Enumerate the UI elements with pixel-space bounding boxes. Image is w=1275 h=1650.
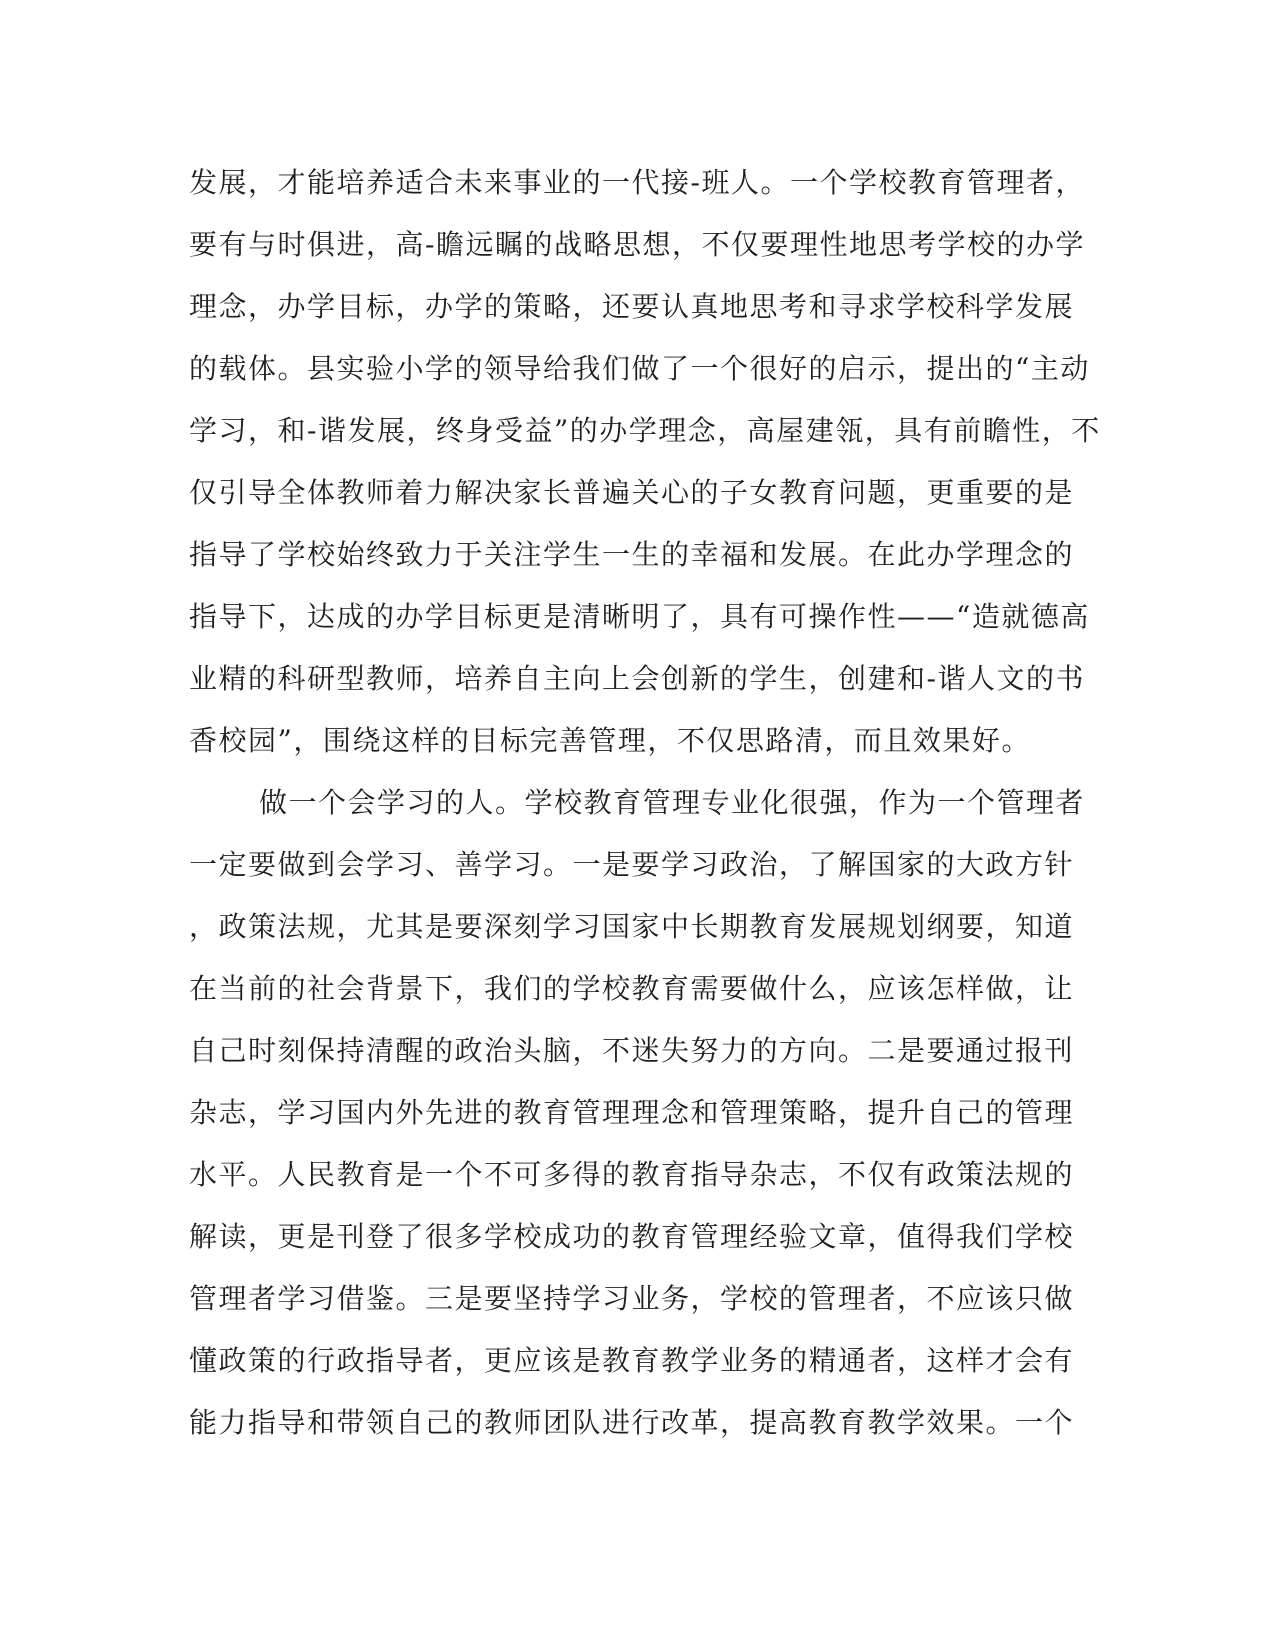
text-line: 懂政策的行政指导者，更应该是教育教学业务的精通者，这样才会有 (189, 1344, 1075, 1377)
text-line: 仅引导全体教师着力解决家长普遍关心的子女教育问题，更重要的是 (189, 476, 1075, 509)
text-line: 能力指导和带领自己的教师团队进行改革，提高教育教学效果。一个 (189, 1406, 1075, 1439)
text-line: 解读，更是刊登了很多学校成功的教育管理经验文章，值得我们学校 (189, 1220, 1075, 1253)
text-line: 杂志，学习国内外先进的教育管理理念和管理策略，提升自己的管理 (189, 1096, 1075, 1129)
text-line: 发展，才能培养适合未来事业的一代接-班人。一个学校教育管理者， (189, 166, 1085, 199)
paragraph-start-line: 做一个会学习的人。学校教育管理专业化很强，作为一个管理者 (259, 786, 1086, 819)
text-line: 一定要做到会学习、善学习。一是要学习政治，了解国家的大政方针 (189, 848, 1075, 881)
text-line: 管理者学习借鉴。三是要坚持学习业务，学校的管理者，不应该只做 (189, 1282, 1075, 1315)
text-line: 要有与时俱进，高-瞻远瞩的战略思想，不仅要理性地思考学校的办学 (189, 228, 1085, 261)
text-line: 业精的科研型教师，培养自主向上会创新的学生，创建和-谐人文的书 (189, 662, 1085, 695)
text-line: 指导了学校始终致力于关注学生一生的幸福和发展。在此办学理念的 (189, 538, 1075, 571)
text-line: ，政策法规，尤其是要深刻学习国家中长期教育发展规划纲要，知道 (189, 910, 1075, 943)
body-text (189, 163, 1101, 1465)
text-line: 的载体。县实验小学的领导给我们做了一个很好的启示，提出的“主动 (189, 352, 1090, 385)
text-line: 理念，办学目标，办学的策略，还要认真地思考和寻求学校科学发展 (189, 290, 1075, 323)
text-line: 指导下，达成的办学目标更是清晰明了，具有可操作性——“造就德高 (189, 600, 1090, 633)
text-line: 水平。人民教育是一个不可多得的教育指导杂志，不仅有政策法规的 (189, 1158, 1075, 1191)
text-line: 在当前的社会背景下，我们的学校教育需要做什么，应该怎样做，让 (189, 972, 1075, 1005)
text-line: 自己时刻保持清醒的政治头脑，不迷失努力的方向。二是要通过报刊 (189, 1034, 1075, 1067)
text-line: 学习，和-谐发展，终身受益”的办学理念，高屋建瓴，具有前瞻性，不 (189, 414, 1101, 447)
text-line: 香校园”，围绕这样的目标完善管理，不仅思路清，而且效果好。 (189, 724, 1031, 757)
